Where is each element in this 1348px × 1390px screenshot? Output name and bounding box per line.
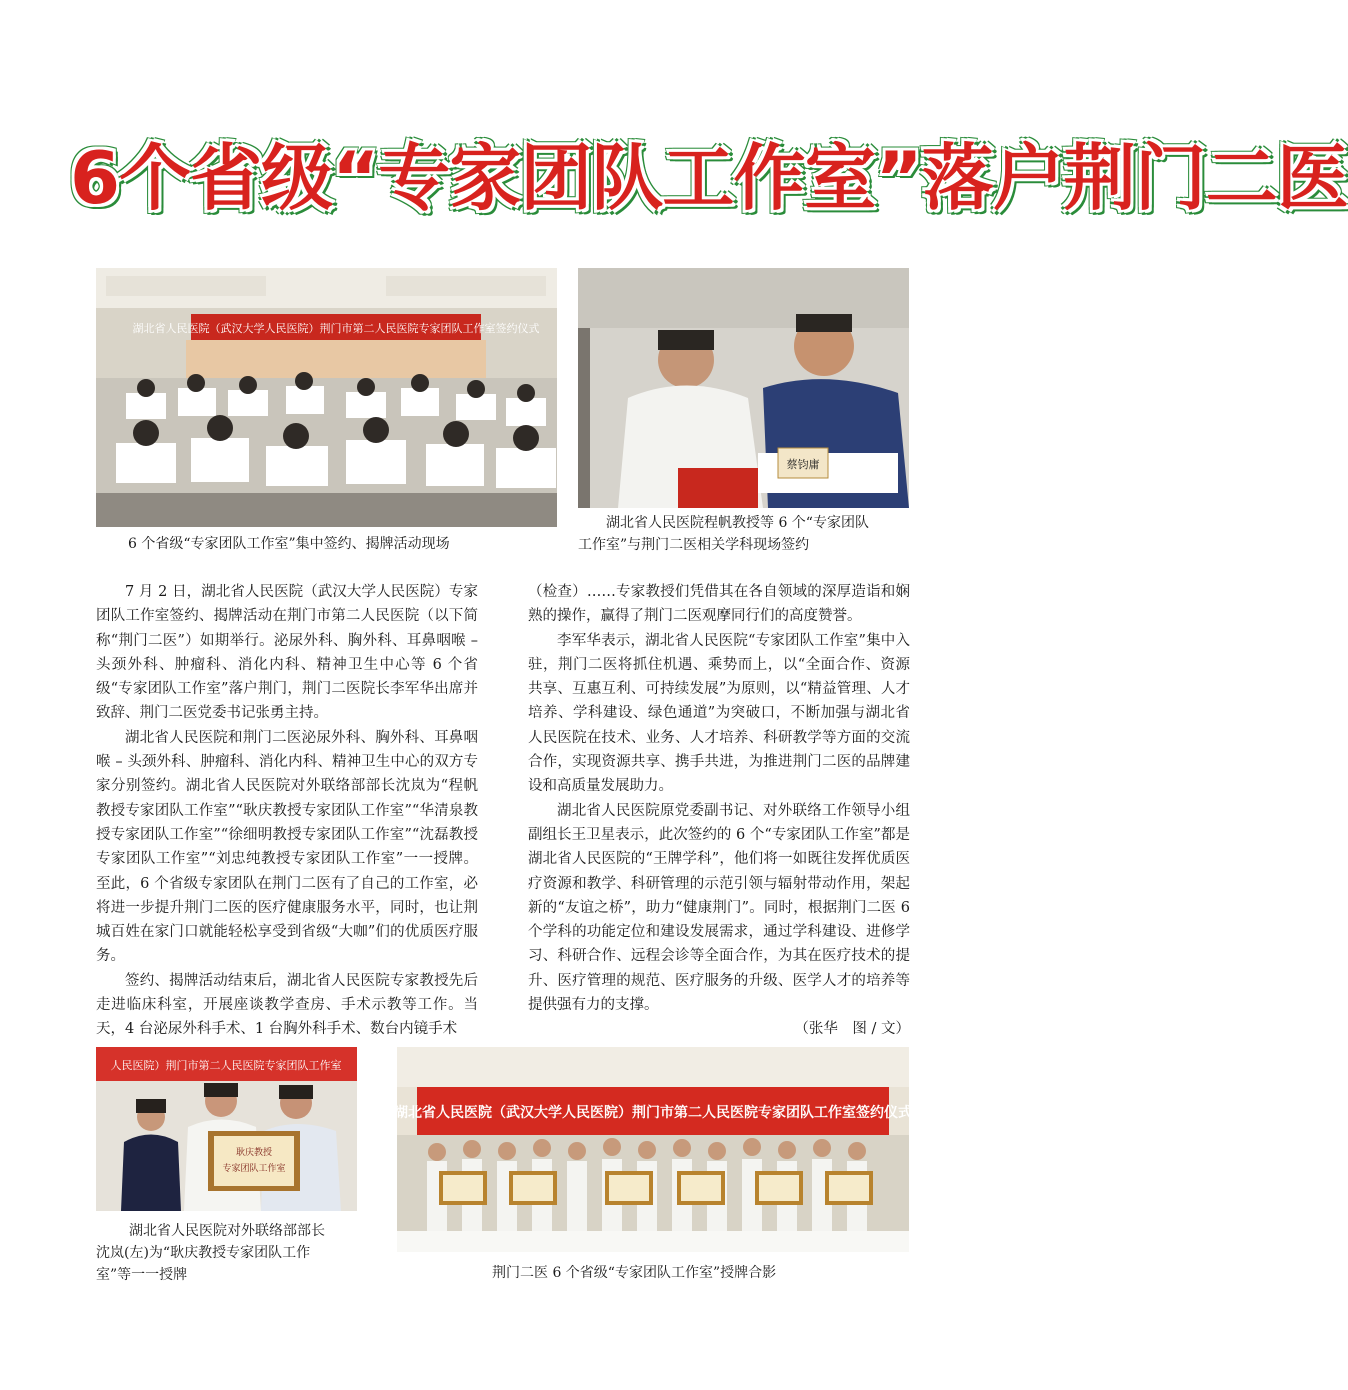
- page-headline: 6个省级“专家团队工作室”落户荆门二医: [70, 136, 1348, 220]
- plaque-caption-line1: 湖北省人民医院对外联络部部长: [129, 1223, 325, 1239]
- professor-signing-caption: [578, 512, 909, 556]
- plaque-banner-text: 人民医院）荆门市第二人民医院专家团队工作室: [110, 1059, 342, 1072]
- group-banner-text: 湖北省人民医院（武汉大学人民医院）荆门市第二人民医院专家团队工作室签约仪式: [394, 1105, 912, 1121]
- hall-banner-text: 湖北省人民医院（武汉大学人民医院）荆门市第二人民医院专家团队工作室签约仪式: [132, 322, 540, 335]
- plaque-award-caption: [96, 1220, 371, 1286]
- nameplate-text: 蔡钧庸: [786, 458, 820, 471]
- article-paragraph: 湖北省人民医院和荆门二医泌尿外科、胸外科、耳鼻咽喉 – 头颈外科、肿瘤科、消化内科、精神卫生中心的双方专家分别签约。湖北省人民医院对外联络部部长沈岚为“程帆教授专家团队工作室”“耿庆教授专家团队工作室”“华清泉教授专家团队工作室”“徐细明教授专家团队工作室”“沈磊教授专家团队工作室”“刘忠纯教授专家团队工作室”一一授牌。至此，6 个省级专家团队在荆门二医有了自己的工作室，必将进一步提升荆门二医的医疗健康服务水平，同时，也让荆城百姓在家门口就能轻松享受到省级“大咖”们的优质医疗服务。: [96, 729, 478, 965]
- plaque-award-photo: [96, 1047, 357, 1211]
- plaque-line1: 耿庆教授: [235, 1148, 273, 1158]
- article-paragraph: 湖北省人民医院原党委副书记、对外联络工作领导小组副组长王卫星表示，此次签约的 6 个“专家团队工作室”都是湖北省人民医院的“王牌学科”，他们将一如既往发挥优质医疗资源和教学、科研管理的示范引领与辐射带动作用，架起新的“友谊之桥”，助力“健康荆门”。同时，根据荆门二医 6 个学科的功能定位和建设发展需求，通过学科建设、进修学习、科研合作、远程会诊等全面合作，为其在医疗技术的提升、医疗管理的规范、医疗服务的升级、医学人才的培养等提供强有力的支撑。: [528, 802, 910, 1014]
- professor-signing-photo: [578, 268, 909, 508]
- plaque-line2: 专家团队工作室: [222, 1164, 286, 1174]
- plaque-caption-line2: 沈岚(左)为“耿庆教授专家团队工作: [96, 1245, 311, 1261]
- article-paragraph: 7 月 2 日，湖北省人民医院（武汉大学人民医院）专家团队工作室签约、揭牌活动在荆门市第二人民医院（以下简称“荆门二医”）如期举行。泌尿外科、胸外科、耳鼻咽喉 – 头颈外科、肿瘤科、消化内科、精神卫生中心等 6 个省级“专家团队工作室”落户荆门，荆门二医院长李军华出席并致辞、荆门二医党委书记张勇主持。: [96, 584, 478, 722]
- byline: （张华 图 / 文）: [794, 1021, 910, 1038]
- article-paragraph: 签约、揭牌活动结束后，湖北省人民医院专家教授先后走进临床科室，开展座谈教学查房、手术示教等工作。当天，4 台泌尿外科手术、1 台胸外科手术、数台内镜手术: [96, 972, 478, 1038]
- professor-caption-line1: 湖北省人民医院程帆教授等 6 个“专家团队: [606, 515, 869, 531]
- plaque-caption-line3: 室”等一一授牌: [96, 1267, 188, 1283]
- article-right-column: [528, 580, 910, 1042]
- group-photo: [394, 1047, 912, 1252]
- article-paragraph: 李军华表示，湖北省人民医院“专家团队工作室”集中入驻，荆门二医将抓住机遇、乘势而上，以“全面合作、资源共享、互惠互利、可持续发展”为原则，以“精益管理、人才培养、学科建设、绿色通道”为突破口，不断加强与湖北省人民医院在技术、业务、人才培养、科研教学等方面的交流合作，实现资源共享、携手共进，为推进荆门二医的品牌建设和高质量发展助力。: [528, 632, 910, 795]
- group-photo-caption: 荆门二医 6 个省级“专家团队工作室”授牌合影: [492, 1265, 777, 1281]
- professor-caption-line2: 工作室”与荆门二医相关学科现场签约: [578, 537, 810, 553]
- article-left-column: [96, 580, 478, 1042]
- article-paragraph: （检查）……专家教授们凭借其在各自领域的深厚造诣和娴熟的操作，赢得了荆门二医观摩同行们的高度赞誉。: [528, 584, 910, 625]
- signing-hall-photo: [96, 268, 557, 527]
- signing-hall-caption: 6 个省级“专家团队工作室”集中签约、揭牌活动现场: [128, 536, 450, 552]
